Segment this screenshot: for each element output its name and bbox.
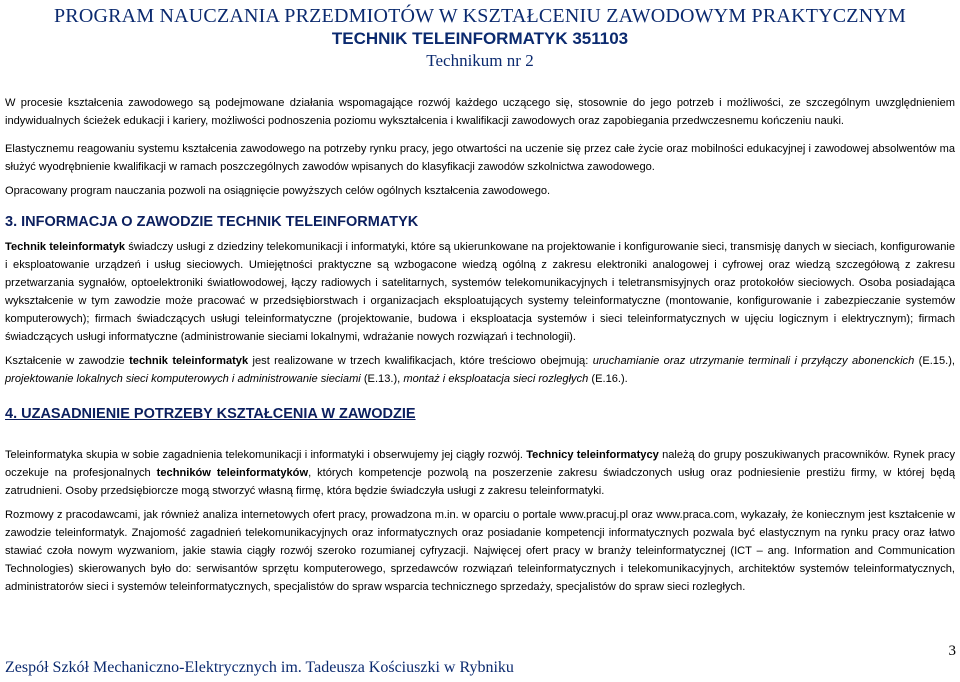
section-4-paragraph-2: Rozmowy z pracodawcami, jak również analiza internetowych ofert pracy, prowadzona m.in. w oparciu o portale www.pracuj.pl oraz www.praca.com, wykazały, że koniecznym jest kształcenie w zawodzie teleinformatyk. Znajomość zagadnień telekomunikacyjnych oraz informatycznych oraz posiadanie kompetencji informatycznych pozwala być elastycznym na rynku pracy oraz łatwo stawiać czoła nowym wyzwaniom, jakie stawia ciągły rozwój szeroko rozumianej cyfryzacji. Najwięcej ofert pracy w branży teleinformatycznej (ICT – ang. Information and Communication Technologies) skierowanych było do: serwisantów sprzętu komputerowego, sprzedawców rozwiązań teleinformatycznych i telekomunikacyjnych, architektów systemów teleinformatycznych, administratorów sieci i systemów teleinformatycznych, specjalistów do spraw wsparcia technicznego sprzedaży, specjalistów do spraw sieci rozległych.	[5, 509, 955, 593]
qualification-e15: uruchamianie oraz utrzymanie terminali i przyłączy abonenckich	[592, 355, 915, 367]
paragraph-text: , których kompetencje pozwolą na poszerzenie zakresu świadczonych usług oraz podniesienie prestiżu firmy, w której będą zatrudnieni. Osoby przedsiębiorcze mogą stworzyć własną firmę, która będzie świadczyła usługi z zakresu teleinformatyki.	[5, 467, 955, 497]
paragraph-text: jest realizowane w trzech kwalifikacjach, które treściowo obejmują:	[248, 355, 593, 367]
intro-paragraph-1: W procesie kształcenia zawodowego są podejmowane działania wspomagające rozwój każdego uczącego się, stosownie do jego potrzeb i możliwości, ze szczególnym uwzględnieniem indywidualnych ścieżek edukacji i kariery, możliwości podnoszenia poziomu wykształcenia i kwalifikacji zawodowych oraz zapobiegania przedwczesnemu kończeniu nauki.	[5, 97, 955, 127]
section-3-paragraph-2	[5, 352, 955, 388]
document-title: PROGRAM NAUCZANIA PRZEDMIOTÓW W KSZTAŁCENIU ZAWODOWYM PRAKTYCZNYM	[53, 5, 906, 27]
section-3-paragraph-1	[5, 238, 955, 346]
term-bold: Technicy teleinformatycy	[526, 449, 659, 461]
term-bold: Technik teleinformatyk	[5, 241, 126, 253]
footer-school-name: Zespół Szkół Mechaniczno-Elektrycznych im. Tadeusza Kościuszki w Rybniku	[5, 659, 514, 676]
paragraph-text: (E.13.),	[360, 373, 404, 385]
paragraph-text: (E.16.).	[588, 373, 628, 385]
section-3-heading: 3. INFORMACJA O ZAWODZIE TECHNIK TELEINFORMATYK	[5, 214, 419, 230]
section-4-paragraph-1	[5, 446, 955, 500]
paragraph-text: Teleinformatyka skupia w sobie zagadnienia telekomunikacji i informatyki i obserwujemy jej ciągły rozwój.	[5, 449, 527, 461]
intro-paragraph-3: Opracowany program nauczania pozwoli na osiągnięcie powyższych celów ogólnych kształcenia zawodowego.	[5, 185, 551, 197]
paragraph-text: Kształcenie w zawodzie	[5, 355, 130, 367]
qualification-e16: montaż i eksploatacja sieci rozległych	[403, 373, 589, 385]
profession-title: TECHNIK TELEINFORMATYK 351103	[331, 29, 629, 48]
term-bold: technik teleinformatyk	[129, 355, 249, 367]
paragraph-text: świadczy usługi z dziedziny telekomunikacji i informatyki, które są ukierunkowane na projektowanie i konfigurowanie sieci, transmisję danych w sieciach, konfigurowanie i eksploatowanie urządzeń i usług sieciowych. Umiejętności praktyczne są wzbogacone wiedzą ogólną z zakresu elektroniki analogowej i cyfrowej oraz wiedzą szczegółową z zakresu przetwarzania sygnałów, optoelektroniki światłowodowej, łączy radiowych i satelitarnych, systemów telekomunikacyjnych i teletransmisyjnych oraz protokołów sieciowych. Osoba posiadająca wykształcenie w tym zawodzie może pracować w przedsiębiorstwach i organizacjach eksploatujących systemy teleinformatyczne (montowanie, konfigurowanie i zabezpieczanie systemów komputerowych); firmach świadczących usługi teleinformatyczne (projektowanie, budowa i eksploatacja systemów i sieci teleinformatycznych w ujęciu logicznym i elektrycznym); firmach świadczących usługi informatyczne (administrowanie sieciami lokalnymi, wdrażanie nowych rozwiązań i technologii).	[5, 241, 955, 343]
page-number: 3	[948, 643, 956, 659]
paragraph-text: (E.15.),	[914, 355, 955, 367]
section-4-heading: 4. UZASADNIENIE POTRZEBY KSZTAŁCENIA W ZAWODZIE	[5, 406, 416, 422]
intro-paragraph-2: Elastycznemu reagowaniu systemu kształcenia zawodowego na potrzeby rynku pracy, jego otwartości na uczenie się przez całe życie oraz mobilności edukacyjnej i zawodowej absolwentów ma służyć wyodrębnienie kwalifikacji w ramach poszczególnych zawodów wpisanych do klasyfikacji zawodów szkolnictwa zawodowego.	[5, 143, 955, 173]
paragraph-text: należą do grupy poszukiwanych pracowników. Rynek pracy oczekuje na profesjonalnych	[5, 449, 955, 479]
term-bold: techników teleinformatyków	[156, 467, 309, 479]
page-header	[0, 4, 960, 72]
document-body	[5, 94, 955, 596]
school-subtitle: Technikum nr 2	[426, 51, 534, 70]
qualification-e13: projektowanie lokalnych sieci komputerowych i administrowanie sieciami	[5, 373, 361, 385]
